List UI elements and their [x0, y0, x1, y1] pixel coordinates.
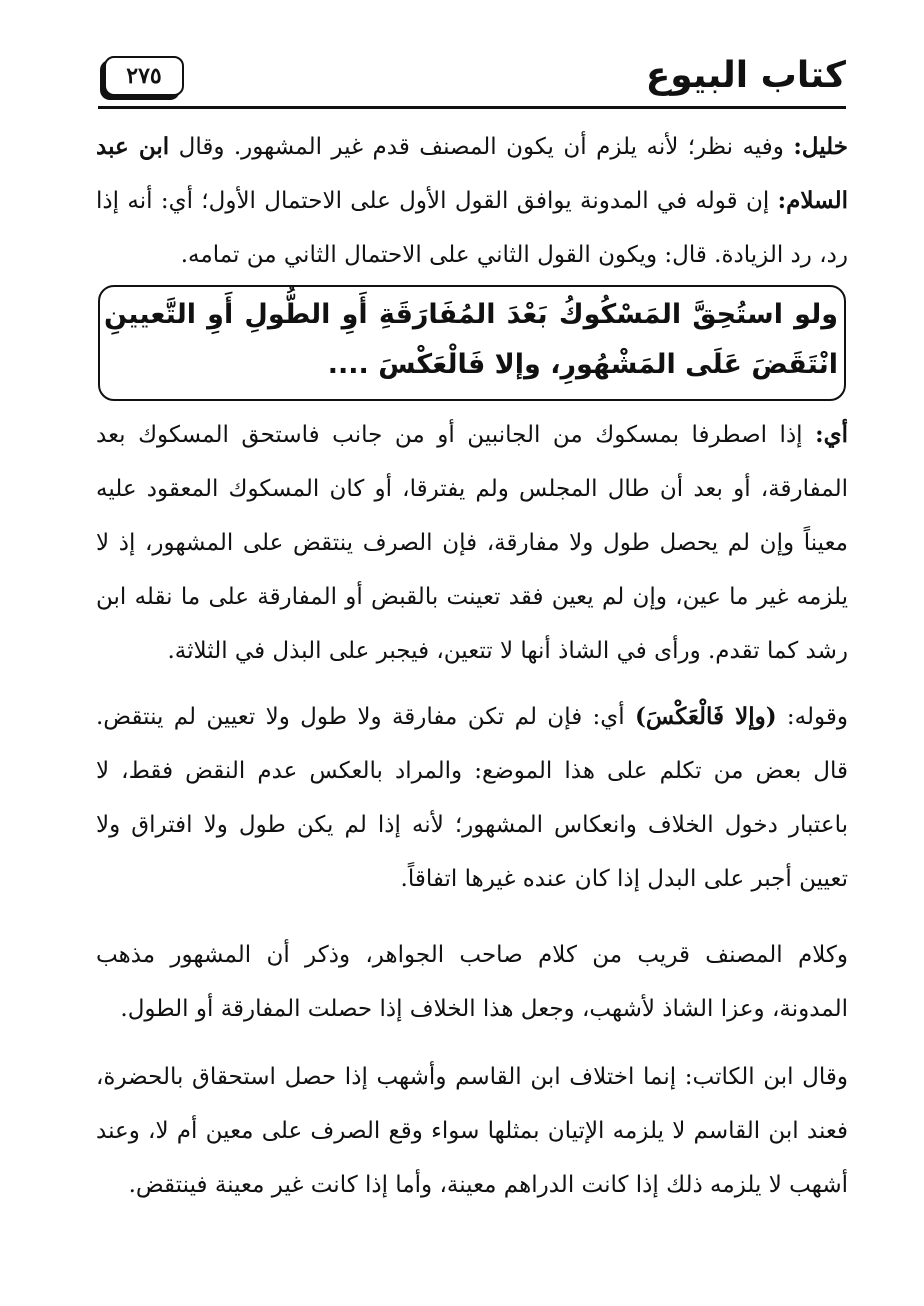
paragraph-text: وقوله:	[776, 704, 848, 730]
commentary-paragraph-2	[96, 408, 848, 678]
commentary-paragraph-3	[96, 690, 848, 906]
paragraph-text: وقال ابن الكاتب: إنما اختلاف ابن القاسم وأشهب إذا حصل استحقاق بالحضرة، فعند ابن القاسم لا يلزمه الإتيان بمثلها سواء وقع الصرف على معين أم لا، وعند أشهب لا يلزمه ذلك إذا كانت الدراهم معينة، وأما إذا كانت غير معينة فينتقض.	[96, 1064, 848, 1198]
quoted-main-text: (وإلا فَالْعَكْسَ)	[635, 703, 777, 730]
paragraph-text: وفيه نظر؛ لأنه يلزم أن يكون المصنف قدم غير المشهور. وقال	[169, 134, 794, 160]
paragraph-text: إذا اصطرفا بمسكوك من الجانبين أو من جانب فاستحق المسكوك بعد المفارقة، أو بعد أن طال المجلس ولم يفترقا، أو كان المسكوك المعقود عليه معيناً وإن لم يحصل طول ولا مفارقة، فإن الصرف ينتقض على المشهور، إذ لا يلزمه غير ما عين، وإن لم يعين فقد تعينت بالقبض أو المفارقة على ما نقله ابن رشد كما تقدم. ورأى في الشاذ أنها لا تتعين، فيجبر على البذل في الثلاثة.	[96, 422, 848, 664]
author-name-ibn-abd-salam: ابن عبد السلام:	[96, 133, 848, 214]
main-text: ولو استُحِقَّ المَسْكُوكُ بَعْدَ المُفَارَقَةِ أَوِ الطُّولِ أَوِ التَّعيينِ انْتَقَضَ عَلَى المَشْهُورِ، وإلا فَالْعَكْسَ ....	[104, 299, 838, 380]
commentary-paragraph-5	[96, 1050, 848, 1212]
paragraph-lead: أي:	[815, 421, 848, 448]
page-number: ٢٧٥	[104, 56, 184, 96]
commentary-paragraph-4	[96, 928, 848, 1036]
paragraph-text: وكلام المصنف قريب من كلام صاحب الجواهر، وذكر أن المشهور مذهب المدونة، وعزا الشاذ لأشهب، وجعل هذا الخلاف إذا حصلت المفارقة أو الطول.	[96, 942, 848, 1022]
commentary-paragraph-1	[96, 120, 848, 282]
paragraph-text: أي: فإن لم تكن مفارقة ولا طول ولا تعيين لم ينتقض. قال بعض من تكلم على هذا الموضع: والمراد بالعكس عدم النقض فقط، لا باعتبار دخول الخلاف وانعكاس المشهور؛ لأنه إذا لم يكن طول ولا افتراق ولا تعيين أجبر على البدل إذا كان عنده غيرها اتفاقاً.	[96, 704, 848, 892]
book-title: كتاب البيوع	[645, 55, 846, 96]
page-header	[98, 52, 846, 109]
author-name-khalil: خليل:	[793, 133, 848, 160]
paragraph-text: إن قوله في المدونة يوافق القول الأول على الاحتمال الأول؛ أي: أنه إذا رد، رد الزيادة. قال: ويكون القول الثاني على الاحتمال الثاني من تمامه.	[96, 188, 848, 268]
